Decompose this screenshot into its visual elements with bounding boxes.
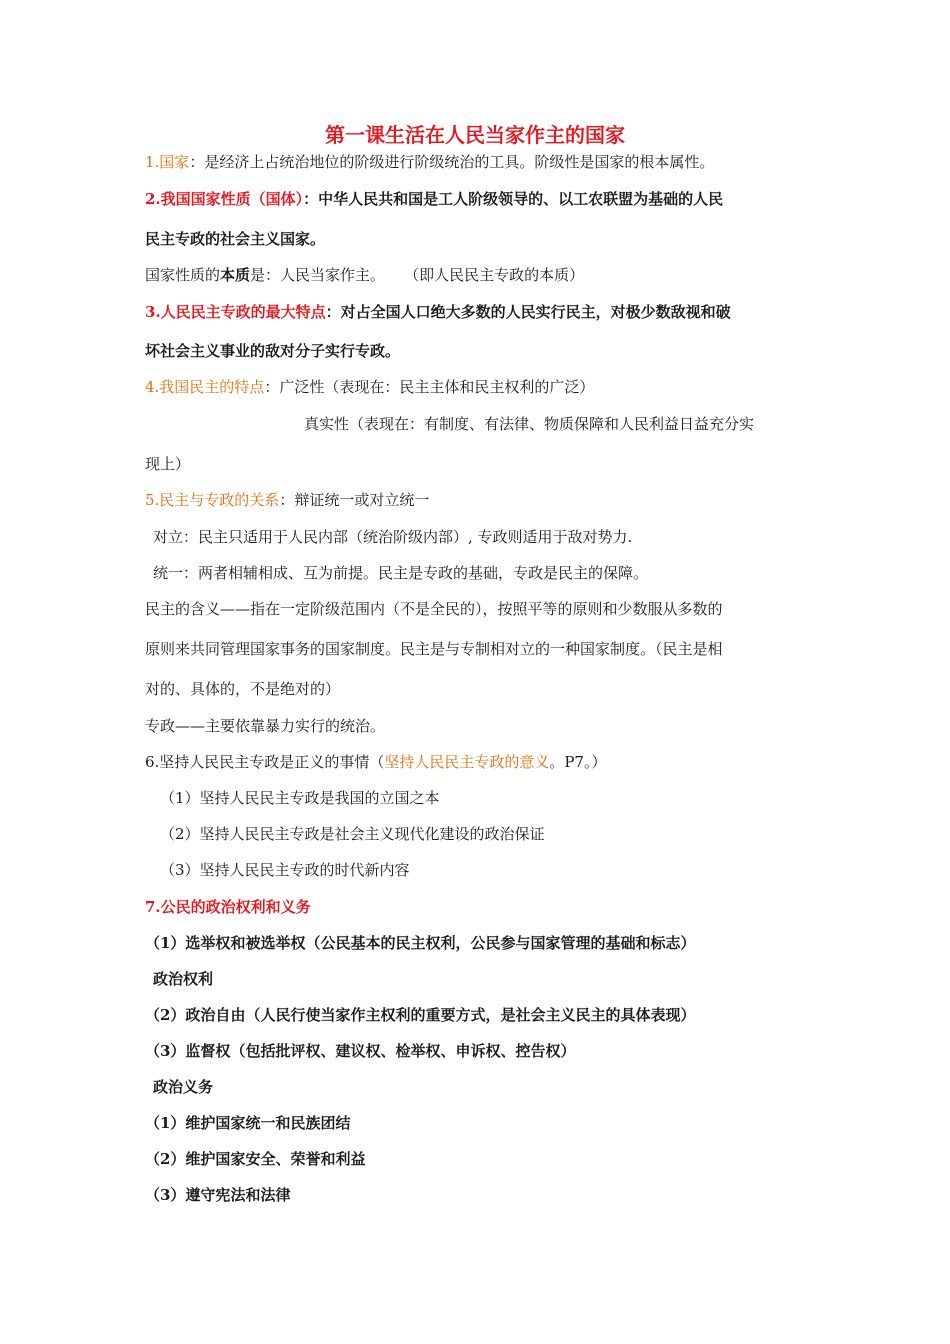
item-2-continuation: 民主专政的社会主义国家。 <box>145 230 326 248</box>
democracy-definition-line-1: 民主的含义——指在一定阶级范围内（不是全民的），按照平等的原则和少数服从多数的 <box>145 600 723 618</box>
essence-text: 是：人民当家作主。 （即人民民主专政的本质） <box>250 266 585 284</box>
item-2-heading: 2.我国国家性质（国体） <box>145 190 304 208</box>
duties-sub-3: （3）遵守宪法和法律 <box>145 1186 291 1204</box>
item-4-text: ：广泛性（表现在：民主主体和民主权利的广泛） <box>264 378 595 396</box>
item-2-line <box>145 189 723 209</box>
item-6-heading: 6.坚持人民民主专政是正义的事情（ <box>145 753 385 771</box>
authenticity-continuation: 现上） <box>145 455 191 473</box>
rights-sub-2: （2）政治自由（人民行使当家作主权利的重要方式，是社会主义民主的具体表现） <box>145 1006 696 1024</box>
item-6-highlight: 坚持人民民主专政的意义 <box>384 753 550 771</box>
duties-sub-2: （2）维护国家安全、荣誉和利益 <box>145 1150 366 1168</box>
item-4-line <box>145 377 594 397</box>
essence-line <box>145 265 584 285</box>
essence-keyword: 本质 <box>220 266 251 284</box>
item-3-line <box>145 302 731 322</box>
item-4-heading: 4.我国民主的特点 <box>145 378 265 396</box>
item-5-heading: 5.民主与专政的关系 <box>145 491 280 509</box>
democracy-definition-line-2: 原则来共同管理国家事务的国家制度。民主是与专制相对立的一种国家制度。（民主是相 <box>145 640 723 658</box>
item-3-continuation: 坏社会主义事业的敌对分子实行专政。 <box>145 342 401 360</box>
political-rights-label: 政治权利 <box>153 970 214 988</box>
item-6-sub-2: （2）坚持人民民主专政是社会主义现代化建设的政治保证 <box>160 825 545 843</box>
item-5-line <box>145 490 429 510</box>
unity-line: 统一：两者相辅相成、互为前提。民主是专政的基础，专政是民主的保障。 <box>153 564 649 582</box>
democracy-definition-line-3: 对的、具体的，不是绝对的） <box>145 680 341 698</box>
item-1-line <box>145 152 714 172</box>
item-5-text: ：辩证统一或对立统一 <box>279 491 430 509</box>
item-6-sub-1: （1）坚持人民民主专政是我国的立国之本 <box>160 789 440 807</box>
item-6-tail: 。P7。） <box>549 753 607 771</box>
authenticity-line: 真实性（表现在：有制度、有法律、物质保障和人民利益日益充分实 <box>304 415 755 433</box>
dictatorship-definition-line: 专政——主要依靠暴力实行的统治。 <box>145 717 386 735</box>
item-1-text: ：是经济上占统治地位的阶级进行阶级统治的工具。阶级性是国家的根本属性。 <box>189 153 715 171</box>
item-2-text: ：中华人民共和国是工人阶级领导的、以工农联盟为基础的人民 <box>303 190 724 208</box>
essence-prefix: 国家性质的 <box>145 266 221 284</box>
page-title: 第一课生活在人民当家作主的国家 <box>325 123 625 147</box>
opposition-line: 对立：民主只适用于人民内部（统治阶级内部）, 专政则适用于敌对势力. <box>153 528 633 546</box>
item-3-text: ：对占全国人口绝大多数的人民实行民主，对极少数敌视和破 <box>325 303 731 321</box>
item-6-sub-3: （3）坚持人民民主专政的时代新内容 <box>160 861 410 879</box>
political-duties-label: 政治义务 <box>153 1078 214 1096</box>
rights-sub-1: （1）选举权和被选举权（公民基本的民主权利，公民参与国家管理的基础和标志） <box>145 934 696 952</box>
item-7-heading: 7.公民的政治权利和义务 <box>145 898 311 916</box>
rights-sub-3: （3）监督权（包括批评权、建议权、检举权、申诉权、控告权） <box>145 1042 576 1060</box>
item-1-heading: 1.国家 <box>145 153 190 171</box>
item-6-line <box>145 752 606 772</box>
item-3-heading: 3.人民民主专政的最大特点 <box>145 303 326 321</box>
duties-sub-1: （1）维护国家统一和民族团结 <box>145 1114 351 1132</box>
